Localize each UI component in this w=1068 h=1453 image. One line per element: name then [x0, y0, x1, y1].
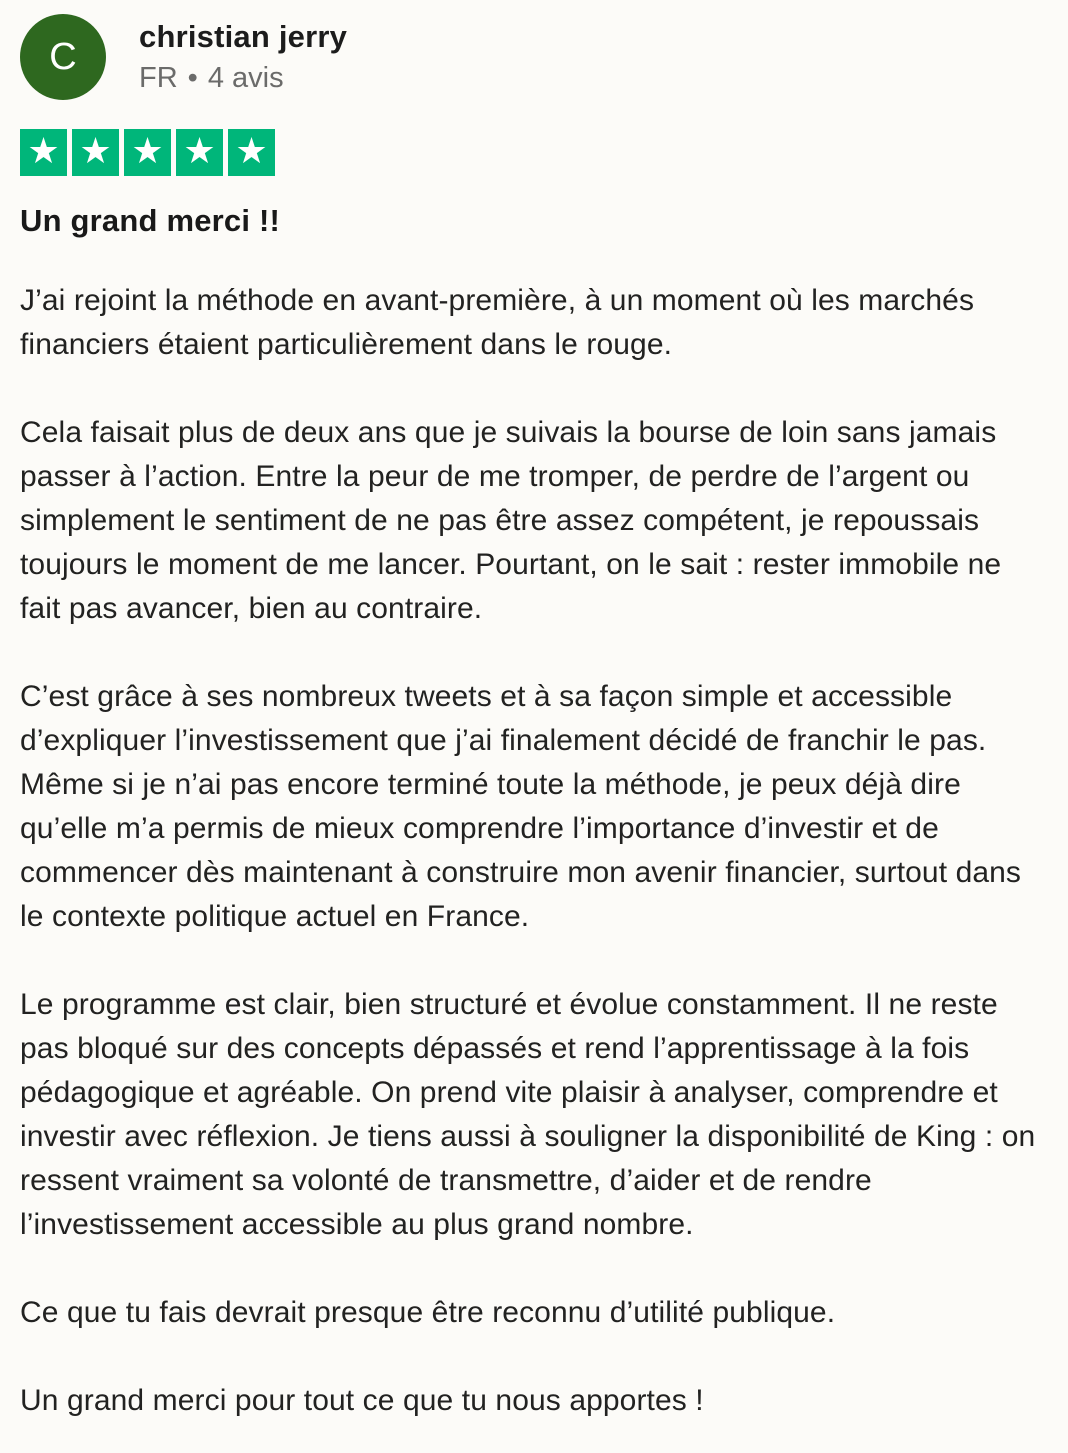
review-title: Un grand merci !! — [20, 203, 281, 238]
avatar-initial: C — [49, 36, 77, 78]
review-paragraph: Ce que tu fais devrait presque être reconnu d’utilité publique. — [20, 1296, 836, 1329]
review-paragraph: Cela faisait plus de deux ans que je suivais la bourse de loin sans jamais passer à l’action. Entre la peur de me tromper, de perdre de l’argent ou simplement le sentiment de ne pas être assez compétent, je repoussais toujours le moment de me lancer. Pourtant, on le sait : rester immobile ne fait pas avancer, bien au contraire. — [20, 416, 1002, 625]
star-rating — [20, 129, 1046, 176]
star-icon — [228, 129, 275, 176]
reviewer-header — [20, 14, 1046, 100]
reviewer-country: FR — [139, 62, 178, 94]
meta-separator-dot: • — [187, 62, 198, 94]
review-paragraph: Le programme est clair, bien structuré et évolue constamment. Il ne reste pas bloqué sur des concepts dépassés et rend l’apprentissage à la fois pédagogique et agréable. On prend vite plaisir à analyser, comprendre et investir avec réflexion. Je tiens aussi à souligner la disponibilité de King : on ressent vraiment sa volonté de transmettre, d’aider et de rendre l’investissement accessible au plus grand nombre. — [20, 988, 1036, 1241]
reviewer-review-count: 4 avis — [207, 62, 284, 94]
star-icon — [124, 129, 171, 176]
review-body — [20, 279, 1046, 1423]
star-icon — [20, 129, 67, 176]
reviewer-meta — [139, 62, 347, 95]
reviewer-id-block — [139, 19, 347, 95]
star-icon — [72, 129, 119, 176]
reviewer-name[interactable]: christian jerry — [139, 19, 348, 54]
review-paragraph: J’ai rejoint la méthode en avant-première, à un moment où les marchés financiers étaient particulièrement dans le rouge. — [20, 284, 975, 361]
star-icon — [176, 129, 223, 176]
avatar[interactable] — [20, 14, 106, 100]
review-paragraph: C’est grâce à ses nombreux tweets et à sa façon simple et accessible d’expliquer l’investissement que j’ai finalement décidé de franchir le pas. Même si je n’ai pas encore terminé toute la méthode, je peux déjà dire qu’elle m’a permis de mieux comprendre l’importance d’investir et de commencer dès maintenant à construire mon avenir financier, surtout dans le contexte politique actuel en France. — [20, 680, 1022, 933]
review-paragraph: Un grand merci pour tout ce que tu nous apportes ! — [20, 1384, 704, 1417]
